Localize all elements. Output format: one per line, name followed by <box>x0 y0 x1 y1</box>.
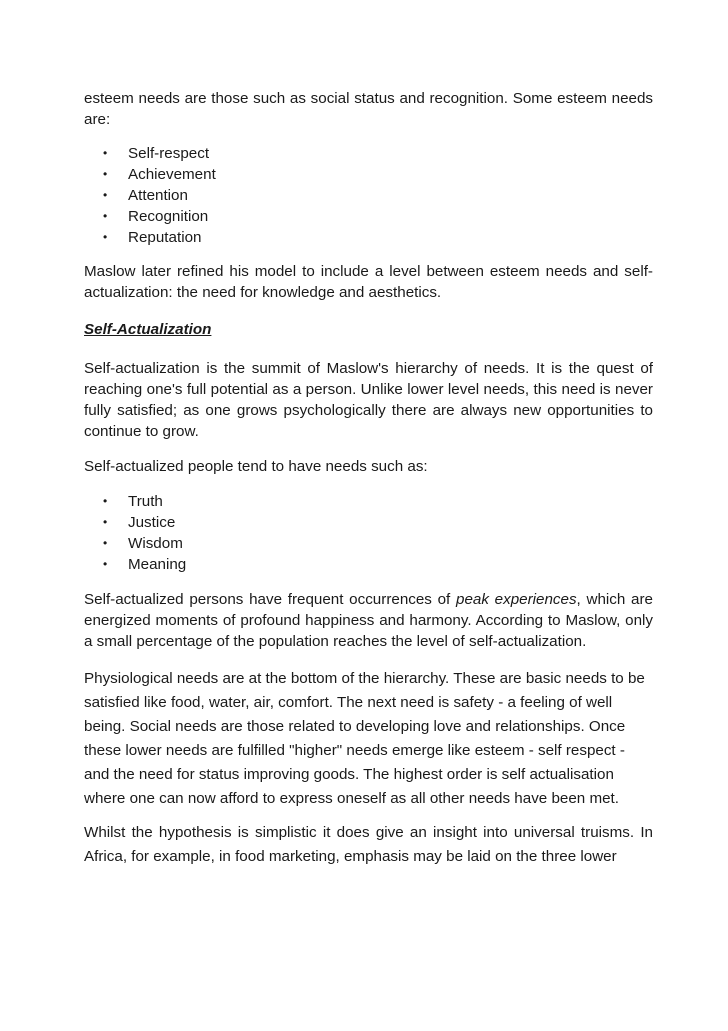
list-item: • Truth <box>103 493 163 510</box>
paragraph-physiological-needs: Physiological needs are at the bottom of the hierarchy. These are basic needs to be satisfied like food, water, air, comfort. The next need is safety - a feeling of well being. Social needs are those related to developing love and relationships. Once these lower needs are fulfilled "higher" needs emerge like esteem - self respect - and the need for status improving goods. The highest order is self actualisation where one can now afford to express oneself as all other needs have been met. <box>84 670 645 807</box>
bullet-icon: • <box>103 167 108 181</box>
bullet-icon: • <box>103 515 108 529</box>
list-item: • Recognition <box>103 208 209 225</box>
bullet-icon: • <box>103 536 108 550</box>
bullet-icon: • <box>103 209 108 223</box>
list-item: • Wisdom <box>103 535 183 552</box>
bullet-icon: • <box>103 188 108 202</box>
list-item: • Justice <box>103 514 176 531</box>
document-page <box>84 88 653 869</box>
paragraph-self-actualized-needs-intro: Self-actualized people tend to have needs such as: <box>84 458 428 475</box>
list-item: • Attention <box>103 187 188 204</box>
list-item: • Reputation <box>103 229 202 246</box>
bullet-icon: • <box>103 557 108 571</box>
esteem-needs-list <box>84 143 653 248</box>
section-heading: Self-Actualization <box>84 321 212 338</box>
paragraph-hypothesis: Whilst the hypothesis is simplistic it does give an insight into universal truisms. In Africa, for example, in food marketing, emphasis may be laid on the three lower <box>84 824 653 865</box>
bullet-icon: • <box>103 146 108 160</box>
peak-experiences-term: peak experiences <box>456 591 577 608</box>
paragraph-esteem-intro: esteem needs are those such as social status and recognition. Some esteem needs are: <box>84 90 653 128</box>
bullet-icon: • <box>103 494 108 508</box>
list-item: • Self-respect <box>103 145 210 162</box>
list-item: • Meaning <box>103 556 187 573</box>
paragraph-self-actualization-definition: Self-actualization is the summit of Maslow's hierarchy of needs. It is the quest of reaching one's full potential as a person. Unlike lower level needs, this need is never fully satisfied; as one grows psychologically there are always new opportunities to continue to grow. <box>84 360 653 440</box>
self-actualization-needs-list <box>84 491 653 575</box>
paragraph-peak-experiences: Self-actualized persons have frequent occurrences of peak experiences, which are energized moments of profound happiness and harmony. According to Maslow, only a small percentage of the population reaches the level of self-actualization. <box>84 591 653 650</box>
paragraph-maslow-refined: Maslow later refined his model to include a level between esteem needs and self-actualization: the need for knowledge and aesthetics. <box>84 263 653 301</box>
bullet-icon: • <box>103 230 108 244</box>
list-item: • Achievement <box>103 166 216 183</box>
